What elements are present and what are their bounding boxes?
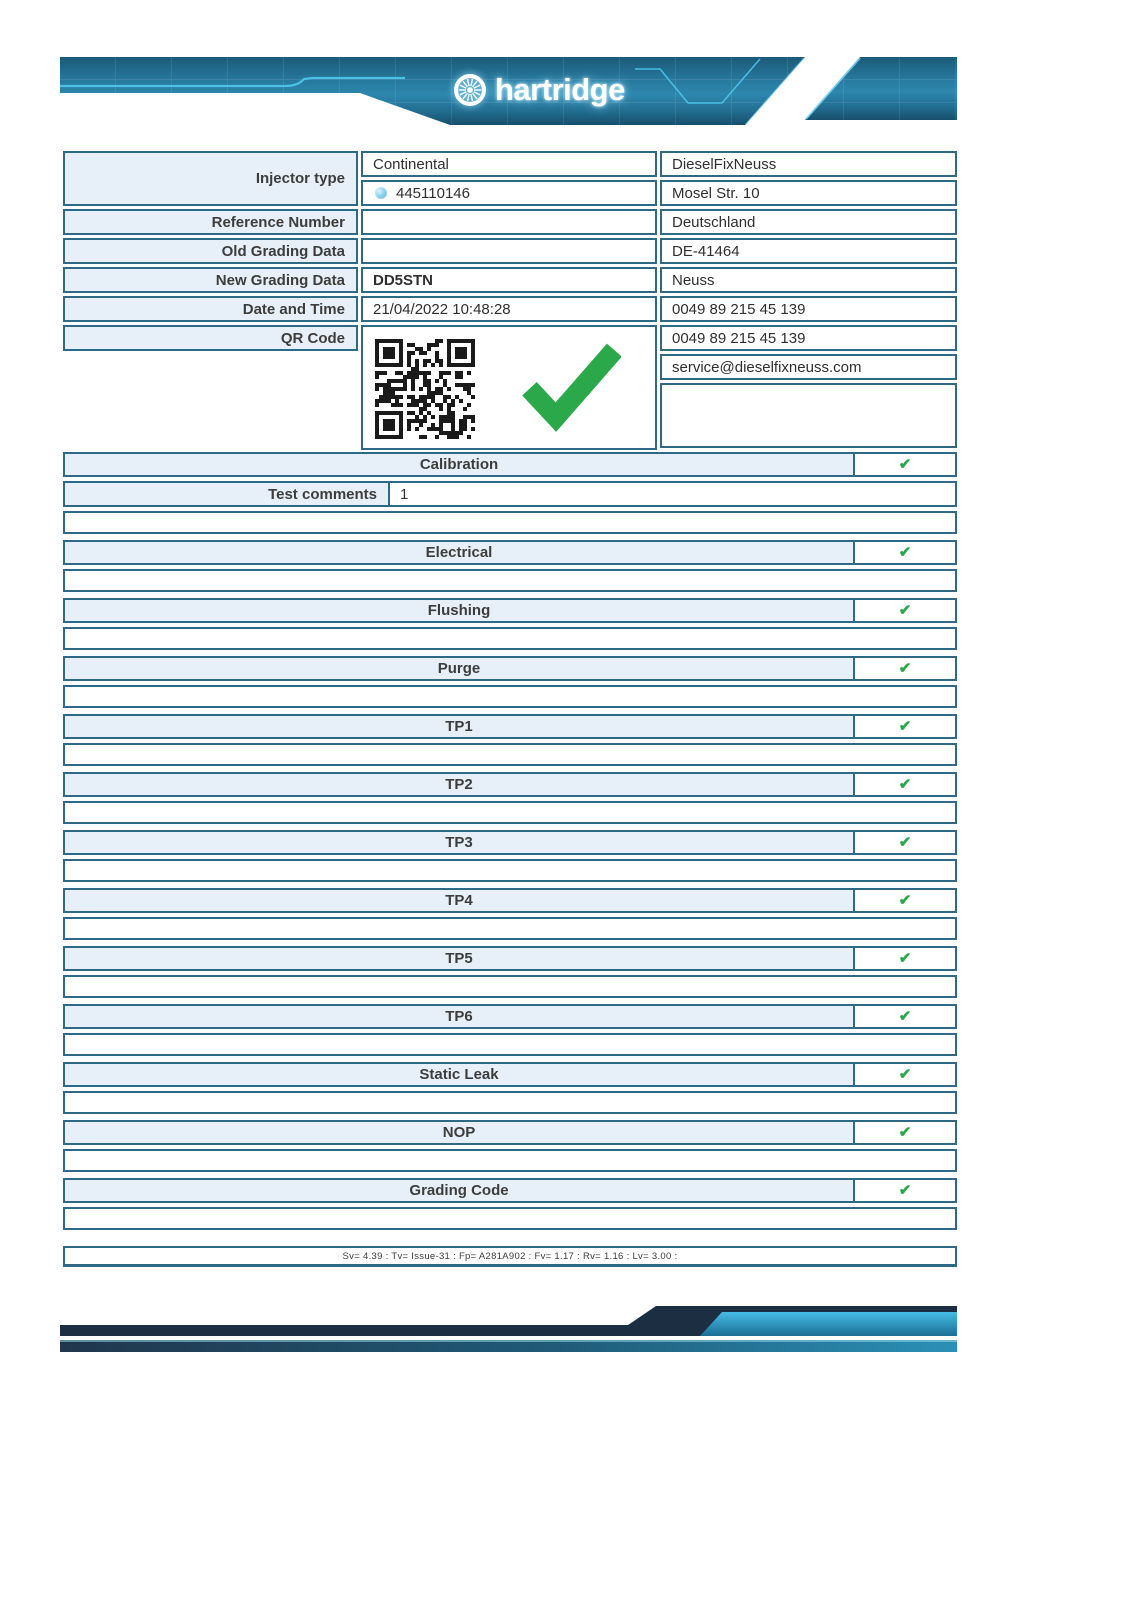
section-label: Flushing <box>65 600 855 621</box>
section-row-tp6 <box>63 1004 957 1029</box>
section-empty-row <box>63 743 957 766</box>
old-grading-label: Old Grading Data <box>63 238 358 264</box>
date-time-cell: 21/04/2022 10:48:28 <box>361 296 657 322</box>
section-check-cell <box>855 600 955 621</box>
injector-make-cell <box>361 151 657 177</box>
section-check-cell <box>855 774 955 795</box>
reference-number-cell <box>361 209 657 235</box>
new-grading-label: New Grading Data <box>63 267 358 293</box>
section-empty-row <box>63 511 957 534</box>
injector-make: Continental <box>373 155 449 173</box>
check-icon: ✔ <box>898 834 912 851</box>
section-label: NOP <box>65 1122 855 1143</box>
footer-banner <box>60 1303 957 1353</box>
test-comments-label: Test comments <box>65 483 390 505</box>
section-empty-row <box>63 917 957 940</box>
check-icon: ✔ <box>898 950 912 967</box>
check-icon: ✔ <box>898 718 912 735</box>
section-label: TP2 <box>65 774 855 795</box>
contact-row: service@dieselfixneuss.com <box>660 354 957 380</box>
section-label: Grading Code <box>65 1180 855 1201</box>
section-label: Calibration <box>65 454 855 475</box>
qr-cell <box>361 325 657 450</box>
section-row-calibration <box>63 452 957 477</box>
section-label: TP3 <box>65 832 855 853</box>
section-row-flushing <box>63 598 957 623</box>
contact-empty-cell <box>660 383 957 448</box>
check-icon: ✔ <box>898 544 912 561</box>
section-empty-row <box>63 685 957 708</box>
date-time-label: Date and Time <box>63 296 358 322</box>
section-row-tp1 <box>63 714 957 739</box>
contact-row: DE-41464 <box>660 238 957 264</box>
injector-type-label: Injector type <box>63 151 358 206</box>
info-label-column <box>63 151 358 354</box>
section-check-cell <box>855 1180 955 1201</box>
section-check-cell <box>855 832 955 853</box>
check-icon: ✔ <box>898 1182 912 1199</box>
section-row-nop <box>63 1120 957 1145</box>
check-icon: ✔ <box>898 660 912 677</box>
section-row-electrical <box>63 540 957 565</box>
section-row-purge <box>63 656 957 681</box>
section-label: TP4 <box>65 890 855 911</box>
section-check-cell <box>855 1006 955 1027</box>
section-empty-row <box>63 859 957 882</box>
reference-number-label: Reference Number <box>63 209 358 235</box>
contact-column <box>660 151 957 451</box>
section-label: Purge <box>65 658 855 679</box>
section-row-tp5 <box>63 946 957 971</box>
section-empty-row <box>63 1033 957 1056</box>
injector-serial-cell <box>361 180 657 206</box>
section-check-cell <box>855 454 955 475</box>
section-label: TP1 <box>65 716 855 737</box>
section-check-cell <box>855 542 955 563</box>
section-check-cell <box>855 716 955 737</box>
check-icon: ✔ <box>898 1066 912 1083</box>
section-empty-row <box>63 1149 957 1172</box>
qr-code <box>371 335 479 443</box>
section-row-tp3 <box>63 830 957 855</box>
check-icon: ✔ <box>898 602 912 619</box>
pass-check-large-icon <box>521 337 621 433</box>
section-empty-row <box>63 627 957 650</box>
section-empty-row <box>63 1207 957 1230</box>
contact-row: 0049 89 215 45 139 <box>660 325 957 351</box>
check-icon: ✔ <box>898 1124 912 1141</box>
section-row-tp2 <box>63 772 957 797</box>
section-empty-row <box>63 1091 957 1114</box>
section-label: Electrical <box>65 542 855 563</box>
test-comments-value: 1 <box>400 485 409 503</box>
contact-row: DieselFixNeuss <box>660 151 957 177</box>
contact-row: Neuss <box>660 267 957 293</box>
section-check-cell <box>855 890 955 911</box>
section-empty-row <box>63 801 957 824</box>
section-check-cell <box>855 658 955 679</box>
test-comments-row <box>63 481 957 507</box>
section-row-grading-code <box>63 1178 957 1203</box>
brand-name: hartridge <box>495 72 625 107</box>
injector-serial: 445110146 <box>396 184 470 202</box>
section-label: TP5 <box>65 948 855 969</box>
section-row-tp4 <box>63 888 957 913</box>
section-label: TP6 <box>65 1006 855 1027</box>
new-grading-cell: DD5STN <box>361 267 657 293</box>
version-footer <box>63 1246 957 1267</box>
info-value-column <box>361 151 657 453</box>
section-check-cell <box>855 948 955 969</box>
section-empty-row <box>63 975 957 998</box>
section-empty-row <box>63 569 957 592</box>
check-icon: ✔ <box>898 456 912 473</box>
contact-row: Mosel Str. 10 <box>660 180 957 206</box>
check-icon: ✔ <box>898 1008 912 1025</box>
old-grading-cell <box>361 238 657 264</box>
wheel-icon <box>452 72 488 108</box>
contact-row: 0049 89 215 45 139 <box>660 296 957 322</box>
section-row-static-leak <box>63 1062 957 1087</box>
brand-logo <box>452 72 625 108</box>
check-icon: ✔ <box>898 776 912 793</box>
blue-dot-icon <box>375 187 387 199</box>
section-label: Static Leak <box>65 1064 855 1085</box>
check-icon: ✔ <box>898 892 912 909</box>
section-check-cell <box>855 1122 955 1143</box>
section-check-cell <box>855 1064 955 1085</box>
header-banner <box>60 57 957 127</box>
test-sections <box>63 452 957 1267</box>
qr-code-label: QR Code <box>63 325 358 351</box>
contact-row: Deutschland <box>660 209 957 235</box>
version-line: Sv= 4.39 : Tv= Issue-31 : Fp= A281A902 : Fv= 1.17 : Rv= 1.16 : Lv= 3.00 : <box>342 1250 678 1262</box>
footer-banner-graphic <box>60 1303 957 1353</box>
